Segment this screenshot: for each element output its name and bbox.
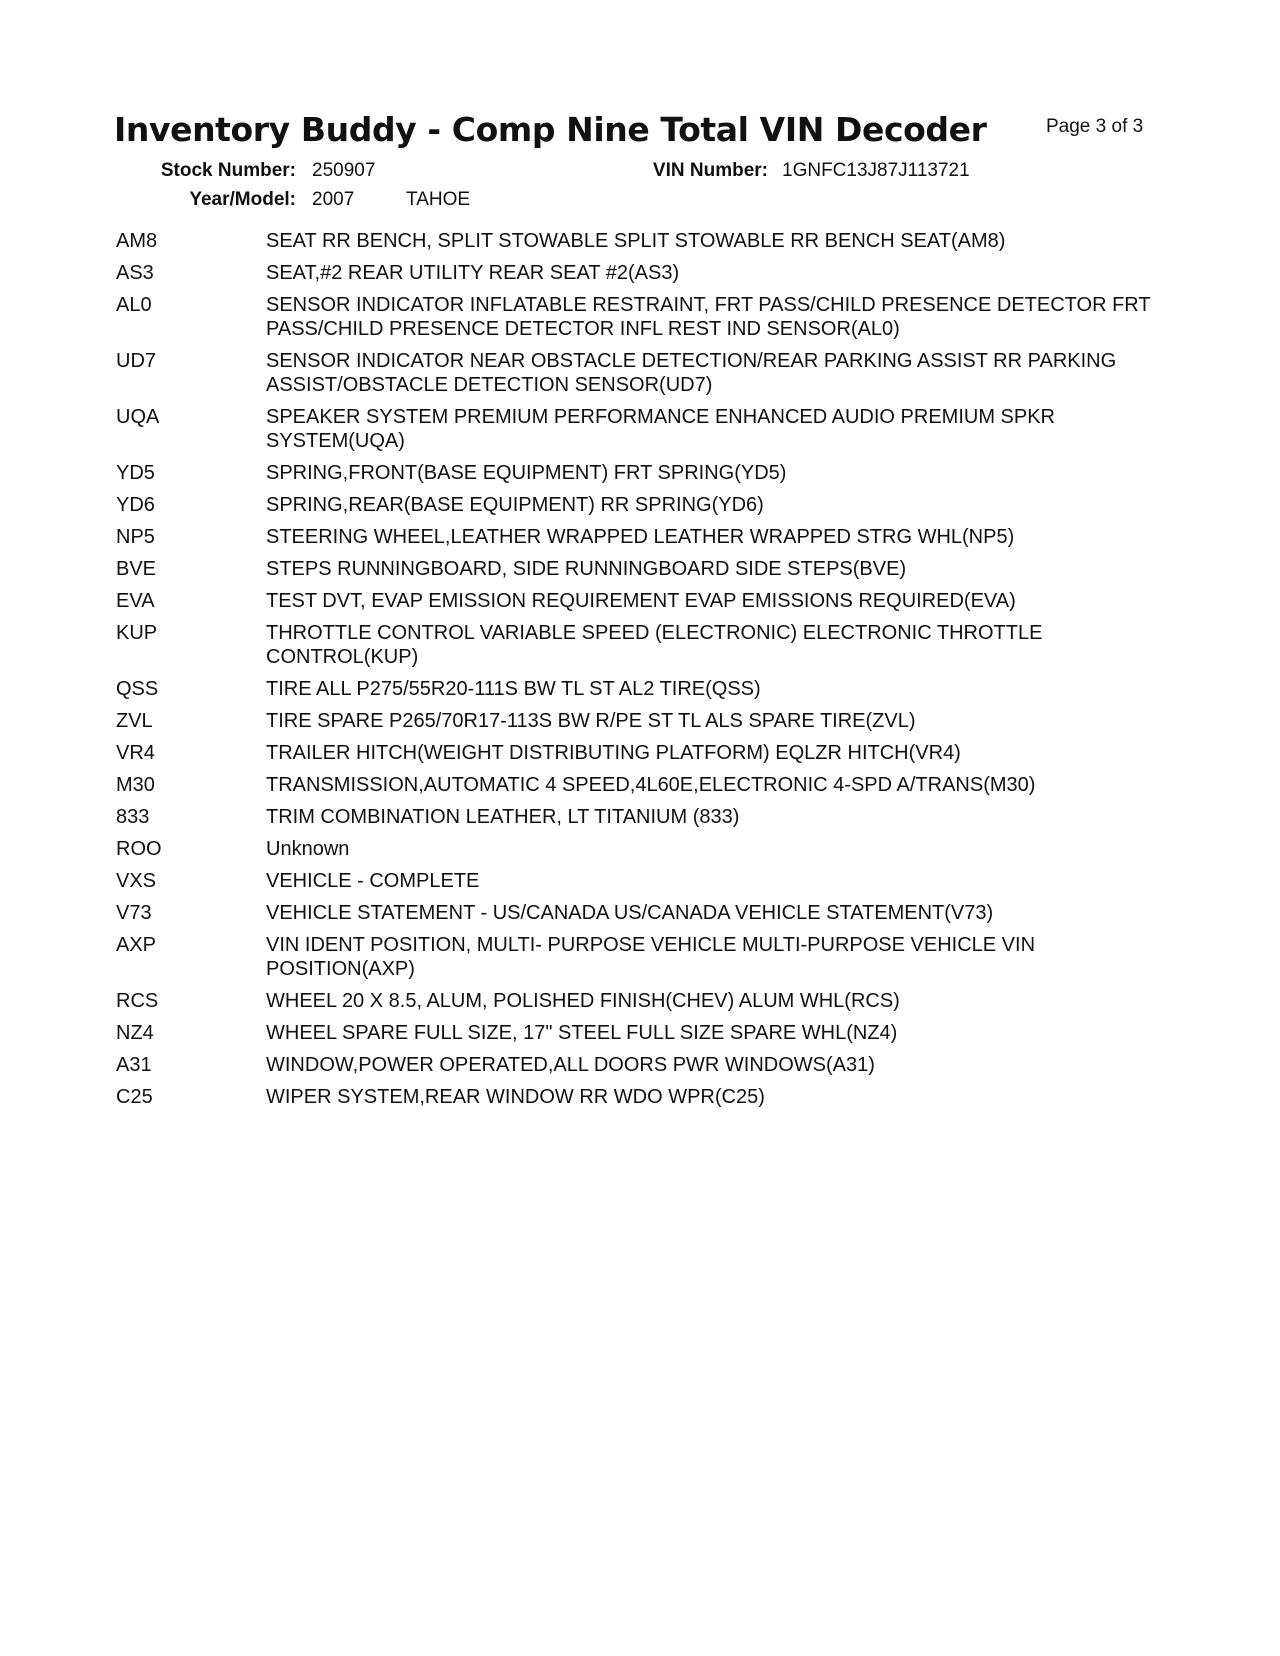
year-value: 2007 bbox=[312, 189, 355, 210]
option-code: AS3 bbox=[116, 262, 154, 284]
option-description: SENSOR INDICATOR INFLATABLE RESTRAINT, FRT PASS/CHILD PRESENCE DETECTOR FRT PASS/CHILD PRESENCE DETECTOR INFL REST IND SENSOR(AL0) bbox=[266, 294, 1151, 340]
option-row bbox=[116, 1021, 1176, 1045]
option-row bbox=[116, 805, 1176, 829]
option-row bbox=[116, 405, 1176, 453]
option-description: SPRING,FRONT(BASE EQUIPMENT) FRT SPRING(YD5) bbox=[266, 462, 787, 484]
option-code: 833 bbox=[116, 806, 150, 828]
option-description: STEERING WHEEL,LEATHER WRAPPED LEATHER WRAPPED STRG WHL(NP5) bbox=[266, 526, 1015, 548]
option-row bbox=[116, 989, 1176, 1013]
option-code: YD6 bbox=[116, 494, 155, 516]
option-code: UD7 bbox=[116, 350, 157, 372]
option-row bbox=[116, 525, 1176, 549]
option-description: VIN IDENT POSITION, MULTI- PURPOSE VEHICLE MULTI-PURPOSE VEHICLE VIN POSITION(AXP) bbox=[266, 934, 1036, 980]
document-title: Inventory Buddy - Comp Nine Total VIN Decoder bbox=[114, 110, 987, 149]
option-description: SPEAKER SYSTEM PREMIUM PERFORMANCE ENHANCED AUDIO PREMIUM SPKR SYSTEM(UQA) bbox=[266, 406, 1056, 452]
option-description: TEST DVT, EVAP EMISSION REQUIREMENT EVAP EMISSIONS REQUIRED(EVA) bbox=[266, 590, 1016, 612]
option-code: AXP bbox=[116, 934, 157, 956]
option-row bbox=[116, 229, 1176, 253]
vin-number-value: 1GNFC13J87J113721 bbox=[782, 160, 970, 181]
option-row bbox=[116, 293, 1176, 341]
option-description: WHEEL SPARE FULL SIZE, 17" STEEL FULL SIZE SPARE WHL(NZ4) bbox=[266, 1022, 898, 1044]
option-description: VEHICLE - COMPLETE bbox=[266, 870, 480, 892]
option-description: TRIM COMBINATION LEATHER, LT TITANIUM (833) bbox=[266, 806, 740, 828]
option-code: M30 bbox=[116, 774, 155, 796]
option-description: SENSOR INDICATOR NEAR OBSTACLE DETECTION/REAR PARKING ASSIST RR PARKING ASSIST/OBSTACLE DETECTION SENSOR(UD7) bbox=[266, 350, 1117, 396]
vin-number-label: VIN Number: bbox=[652, 160, 768, 181]
option-row bbox=[116, 741, 1176, 765]
option-description: SEAT,#2 REAR UTILITY REAR SEAT #2(AS3) bbox=[266, 262, 680, 284]
page-number: Page 3 of 3 bbox=[1046, 116, 1144, 137]
options-list bbox=[116, 229, 1176, 1117]
option-row bbox=[116, 869, 1176, 893]
option-code: NZ4 bbox=[116, 1022, 154, 1044]
option-row bbox=[116, 493, 1176, 517]
option-description: WHEEL 20 X 8.5, ALUM, POLISHED FINISH(CHEV) ALUM WHL(RCS) bbox=[266, 990, 900, 1012]
option-description: WIPER SYSTEM,REAR WINDOW RR WDO WPR(C25) bbox=[266, 1086, 765, 1108]
option-description: TIRE SPARE P265/70R17-113S BW R/PE ST TL ALS SPARE TIRE(ZVL) bbox=[266, 710, 916, 732]
model-value: TAHOE bbox=[406, 189, 471, 210]
option-row bbox=[116, 773, 1176, 797]
option-code: ZVL bbox=[116, 710, 153, 732]
option-code: ROO bbox=[116, 838, 162, 860]
option-description: STEPS RUNNINGBOARD, SIDE RUNNINGBOARD SIDE STEPS(BVE) bbox=[266, 558, 907, 580]
option-code: A31 bbox=[116, 1054, 152, 1076]
stock-number-label: Stock Number: bbox=[160, 160, 296, 181]
option-row bbox=[116, 901, 1176, 925]
option-row bbox=[116, 837, 1176, 861]
option-code: VXS bbox=[116, 870, 157, 892]
option-description: SEAT RR BENCH, SPLIT STOWABLE SPLIT STOWABLE RR BENCH SEAT(AM8) bbox=[266, 230, 1006, 252]
option-code: V73 bbox=[116, 902, 152, 924]
option-code: RCS bbox=[116, 990, 159, 1012]
option-code: AM8 bbox=[116, 230, 158, 252]
option-row bbox=[116, 261, 1176, 285]
option-code: YD5 bbox=[116, 462, 155, 484]
option-description: THROTTLE CONTROL VARIABLE SPEED (ELECTRONIC) ELECTRONIC THROTTLE CONTROL(KUP) bbox=[266, 622, 1043, 668]
option-code: UQA bbox=[116, 406, 160, 428]
option-row bbox=[116, 933, 1176, 981]
option-row bbox=[116, 557, 1176, 581]
option-description: WINDOW,POWER OPERATED,ALL DOORS PWR WINDOWS(A31) bbox=[266, 1054, 875, 1076]
option-code: BVE bbox=[116, 558, 157, 580]
year-model-label: Year/Model: bbox=[189, 189, 296, 210]
option-description: TIRE ALL P275/55R20-111S BW TL ST AL2 TIRE(QSS) bbox=[266, 678, 761, 700]
option-row bbox=[116, 677, 1176, 701]
option-code: KUP bbox=[116, 622, 158, 644]
option-row bbox=[116, 1085, 1176, 1109]
option-code: VR4 bbox=[116, 742, 155, 764]
option-description: Unknown bbox=[266, 838, 350, 860]
stock-number-value: 250907 bbox=[312, 160, 376, 181]
option-description: VEHICLE STATEMENT - US/CANADA US/CANADA VEHICLE STATEMENT(V73) bbox=[266, 902, 994, 924]
option-code: QSS bbox=[116, 678, 159, 700]
option-row bbox=[116, 349, 1176, 397]
option-row bbox=[116, 709, 1176, 733]
option-description: SPRING,REAR(BASE EQUIPMENT) RR SPRING(YD6) bbox=[266, 494, 764, 516]
option-row bbox=[116, 589, 1176, 613]
option-row bbox=[116, 461, 1176, 485]
option-row bbox=[116, 1053, 1176, 1077]
option-description: TRANSMISSION,AUTOMATIC 4 SPEED,4L60E,ELECTRONIC 4-SPD A/TRANS(M30) bbox=[266, 774, 1036, 796]
option-code: NP5 bbox=[116, 526, 155, 548]
option-row bbox=[116, 621, 1176, 669]
option-description: TRAILER HITCH(WEIGHT DISTRIBUTING PLATFORM) EQLZR HITCH(VR4) bbox=[266, 742, 961, 764]
option-code: AL0 bbox=[116, 294, 152, 316]
option-code: C25 bbox=[116, 1086, 153, 1108]
option-code: EVA bbox=[116, 590, 155, 612]
